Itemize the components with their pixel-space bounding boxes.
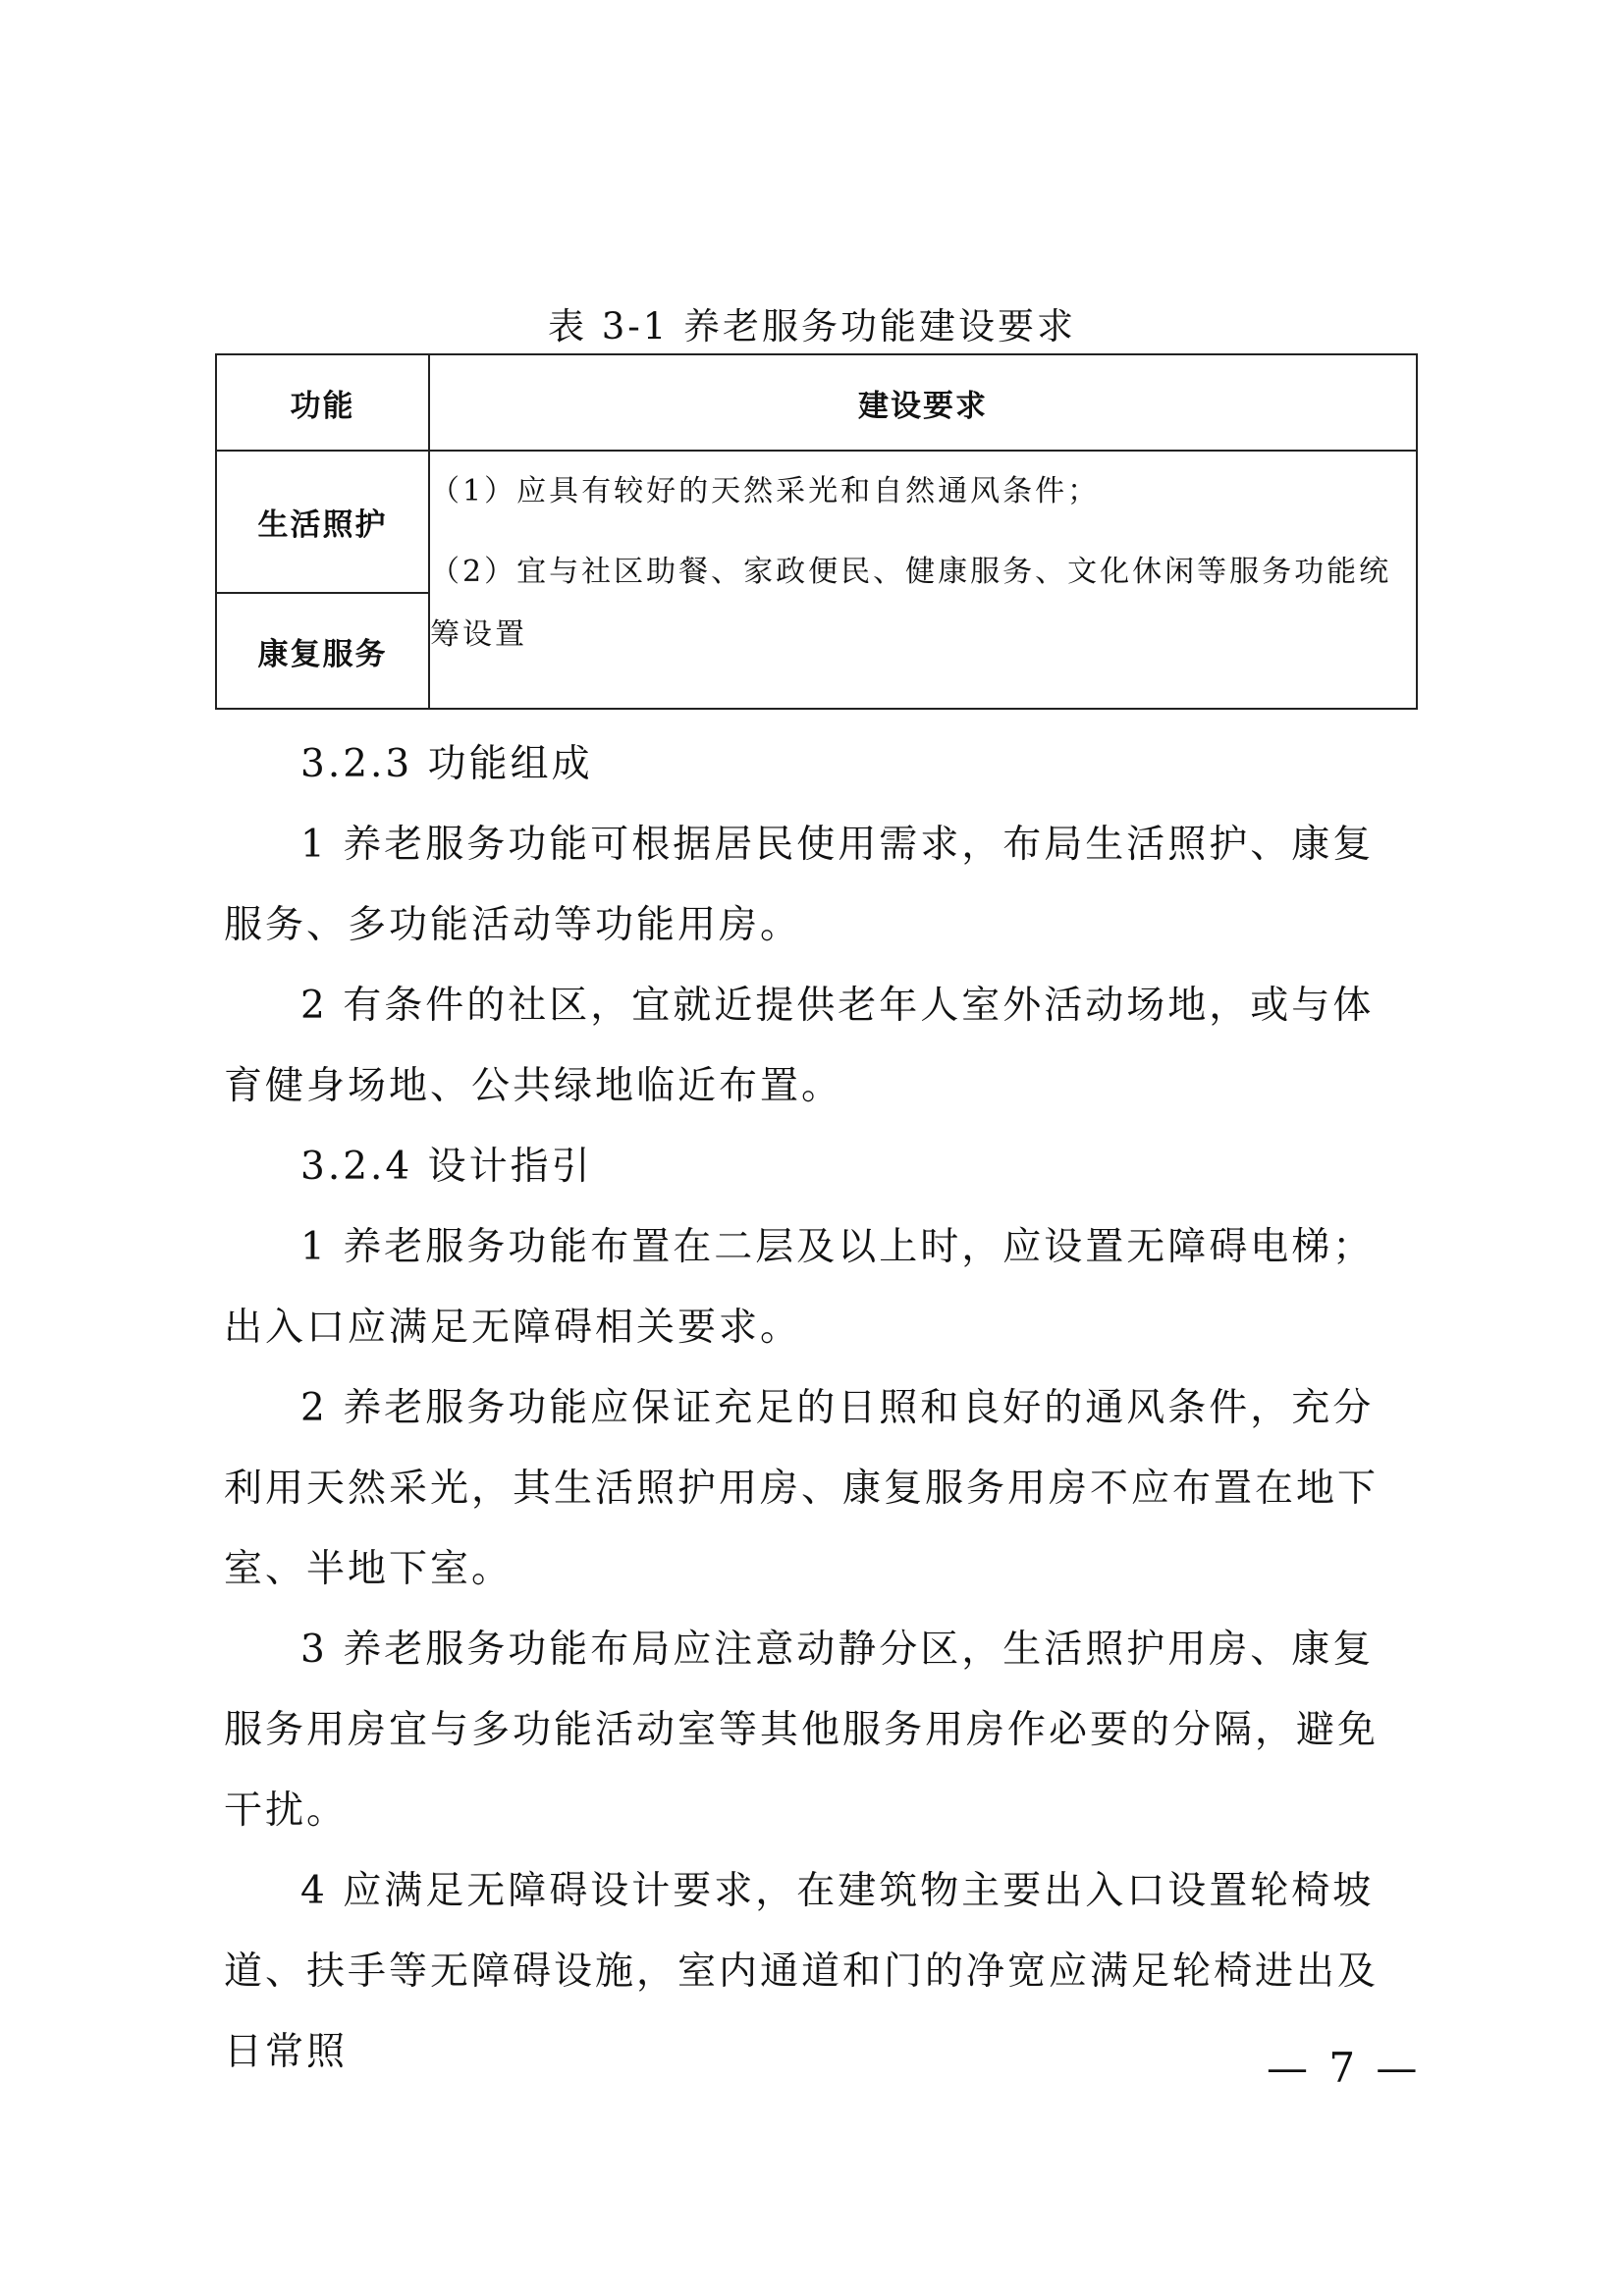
paragraph: 4 应满足无障碍设计要求，在建筑物主要出入口设置轮椅坡道、扶手等无障碍设施，室内通道和门的净宽应满足轮椅进出及日常照: [224, 1869, 1380, 2074]
requirement-line: （2）宜与社区助餐、家政便民、健康服务、文化休闲等服务功能统: [430, 555, 1392, 589]
section-3-2-4: [224, 1127, 1412, 2093]
table-header-row: [216, 354, 1417, 451]
section-heading: 3.2.4 设计指引: [300, 1145, 593, 1189]
paragraph: 1 养老服务功能可根据居民使用需求，布局生活照护、康复服务、多功能活动等功能用房。: [224, 823, 1375, 947]
page-number: — 7 —: [1267, 2044, 1422, 2092]
requirement-line: （1）应具有较好的天然采光和自然通风条件；: [430, 474, 1101, 508]
paragraph: 1 养老服务功能布置在二层及以上时，应设置无障碍电梯；出入口应满足无障碍相关要求。: [224, 1225, 1375, 1350]
header-requirements: 建设要求: [429, 354, 1417, 451]
paragraph: 3 养老服务功能布局应注意动静分区，生活照护用房、康复服务用房宜与多功能活动室等其他服务用房作必要的分隔，避免干扰。: [224, 1628, 1380, 1833]
table-row: [216, 451, 1417, 593]
function-cell-rehab: 康复服务: [216, 593, 429, 709]
section-3-2-3: [224, 724, 1412, 1127]
section-heading: 3.2.3 功能组成: [300, 742, 593, 786]
requirements-table: [215, 353, 1418, 710]
requirement-line: 筹设置: [430, 617, 527, 652]
header-function: 功能: [216, 354, 429, 451]
paragraph: 2 养老服务功能应保证充足的日照和良好的通风条件，充分利用天然采光，其生活照护用房、康复服务用房不应布置在地下室、半地下室。: [224, 1386, 1380, 1591]
requirements-cell: [429, 451, 1417, 709]
function-cell-living-care: 生活照护: [216, 451, 429, 593]
paragraph: 2 有条件的社区，宜就近提供老年人室外活动场地，或与体育健身场地、公共绿地临近布置。: [224, 984, 1375, 1108]
table-caption: 表 3-1 养老服务功能建设要求: [547, 305, 1077, 347]
